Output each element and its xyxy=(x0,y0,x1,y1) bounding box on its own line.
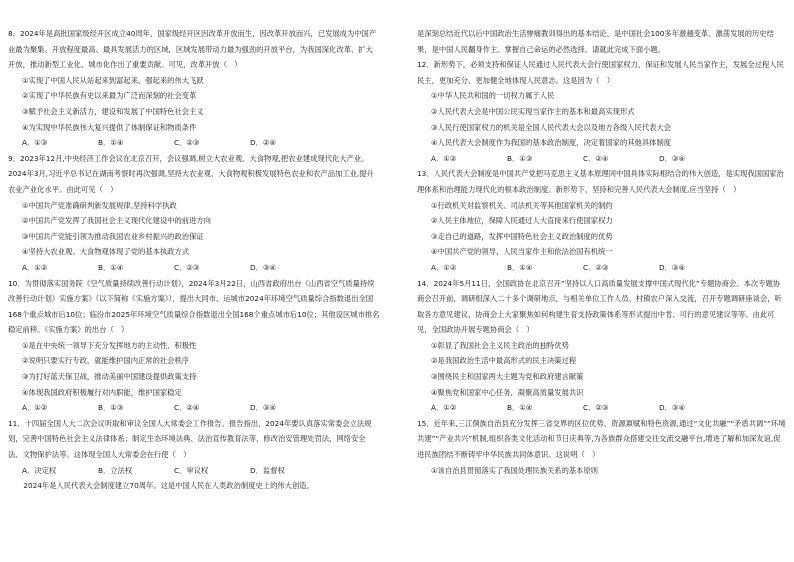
option-line: ③中国共产党能引领为推动我国农业乡村振兴的政治保证 xyxy=(22,231,204,241)
choice-b: B．①④ xyxy=(98,262,124,272)
choice-row xyxy=(8,463,380,479)
option-line: ④聚焦党和国家中心任务，凝聚高质量发展共识 xyxy=(431,387,584,397)
option-line: ②实现了中华民族有史以来最为广泛而深刻的社会变革 xyxy=(22,91,197,101)
choice-b: B．①④ xyxy=(98,138,124,148)
option-line: ④人民代表大会制度作为我国的基本政治制度，决定着国家的其他具体制度 xyxy=(431,138,672,148)
option-line: ①行政机关对监察机关、司法机关等其他国家机关的制约 xyxy=(431,200,613,210)
option-line: ②中国共产党发挥了我国社会主义现代化建设中的前进方向 xyxy=(22,216,211,226)
choice-b: B．①④ xyxy=(507,403,533,413)
choice-d: D．③④ xyxy=(659,403,685,413)
choice-row xyxy=(8,400,380,416)
choice-c: C．审议权 xyxy=(174,465,209,475)
choice-a: A．①② xyxy=(22,403,48,413)
option-line: ④体现我国政府积极履行对内职能，维护国家稳定 xyxy=(22,387,182,397)
question-stem: 8．2024年是高批国家级经开区成立40周年，国家级经开区因改革开放而生，因改革开放而兴，已发展成为中国产业最为聚集、开放程度最高、最具发展活力的区域，区域发展带动力最为强劲的开放平台，为我国深化改革、扩大开放，推动新型工业化、城市化作出了重要贡献。可见，改革开放（ ） xyxy=(8,29,377,70)
choice-a: A．①② xyxy=(431,153,457,163)
option-line: ②人民代表大会是中国公民实现当家作主的基本和最高实现形式 xyxy=(431,106,635,116)
right-column xyxy=(417,26,787,478)
choice-c: C．②③ xyxy=(583,262,609,272)
question-stem: 12．新形势下，必须支持和保证人民通过人民代表大会行使国家权力，保证和发展人民当家作主，发展全过程人民民主，更加充分、更加健全地体现人民意志。这是因为（ ） xyxy=(417,60,784,85)
choice-d: D．③④ xyxy=(659,262,685,272)
choice-row xyxy=(8,135,380,151)
option-line: ①中华人民共和国的一切权力属于人民 xyxy=(431,91,555,101)
question-stem: 11．十四届全国人大二次会议听取和审议全国人大常委会工作报告。报告指出，2024年要认真落实常委会立法规划，完善中国特色社会主义法律体系；制定生态环境法典、法治宣传教育法等，修改治安管理处罚法、网络安全法、文物保护法等。这体现全国人大常委会在行使（ ） xyxy=(8,418,372,460)
option-line: ③赋予社会主义新活力，建设和发展了中国特色社会主义 xyxy=(22,106,204,116)
choice-c: C．②③ xyxy=(583,403,609,413)
choice-b: B．①③ xyxy=(98,403,124,413)
question-stem: 13．人民代表大会制度是中国共产党把马克思主义基本原理同中国具体实际相结合的伟大创造，是实现我国国家治理体系和治理能力现代化的根本政治制度。新形势下，坚持和完善人民代表大会制度,应当坚持（ ） xyxy=(417,169,784,194)
question-14 xyxy=(417,276,787,416)
choice-a: A．①② xyxy=(22,262,48,272)
choice-d: D．③④ xyxy=(250,262,276,272)
choice-b: B．立法权 xyxy=(98,465,133,475)
choice-c: C．②③ xyxy=(174,262,200,272)
choice-b: B．①③ xyxy=(507,153,533,163)
option-line: ③围绕民主和国家两大主题为党和政府建言献策 xyxy=(431,372,584,382)
choice-a: A．决定权 xyxy=(22,465,57,475)
question-9 xyxy=(8,151,380,276)
option-line: ④中国共产党的领导、人民当家作主和依法治国有机统一 xyxy=(431,247,613,257)
question-8 xyxy=(8,26,380,151)
option-line: ③为打好蓝天保卫战，推动美丽中国建设提供政策支持 xyxy=(22,372,197,382)
choice-row xyxy=(8,260,380,276)
option-line: ③人民行使国家权力的机关是全国人民代表大会以及地方各级人民代表大会 xyxy=(431,122,672,132)
option-line: ④坚持大农业观、大食物观体现了党的基本执政方式 xyxy=(22,247,190,257)
question-stem: 9．2023年12月,中央经济工作会议在北京召开，会议强调,树立大农业观、大食物观,把农业建成现代化大产业。2024年3月,习近平总书记在湖南考察时再次强调,坚持大农业观、大食物观积极发展特色农业和农产品加工业,提升农业产业化水平。由此可见（ ） xyxy=(8,153,374,194)
choice-c: C．②④ xyxy=(174,403,200,413)
question-stem: 10．为贯彻落实国务院《空气质量持续改善行动计划》，2024年3月22日，山西省政府出台《山西省空气质量持续改善行动计划》实施方案》（以下简称《实施方案》），提出大同市、运城市2024年环境空气质量综合指数退出全国168个重点城市后10位；临汾市2025年环境空气质量综合指数退出全国168个重点城市后10位；其他设区城市排名稳定前移。《实施方案》的出台（ ） xyxy=(8,278,380,335)
option-line: ①实现了中国人民从站起来到富起来、强起来的伟大飞跃 xyxy=(22,75,204,85)
material-continuation: 是深刻总结近代以后中国政治生活惨痛教训得出的基本结论，是中国社会100多年激越变革、激荡发展的历史结果，是中国人民翻身作主、掌握自己命运的必然选择。请就此完成下面小题。 xyxy=(417,29,774,54)
option-line: ②人民主体地位，保障人民通过人大直接来行使国家权力 xyxy=(431,216,613,226)
choice-d: D．监督权 xyxy=(250,465,285,475)
choice-c: C．②③ xyxy=(174,138,200,148)
option-line: ④为实现中华民族伟大复兴提供了体制保证和物质条件 xyxy=(22,122,197,132)
choice-row xyxy=(417,400,787,416)
question-10 xyxy=(8,276,380,416)
option-line: ①彰显了我国社会主义民主政治的独特优势 xyxy=(431,340,569,350)
question-13 xyxy=(417,166,787,275)
question-11 xyxy=(8,416,380,478)
option-line: ①该自治县贯彻落实了我国处理民族关系的基本原则 xyxy=(431,465,599,475)
choice-a: A．①③ xyxy=(22,138,48,148)
question-stem: 14．2024年5月11日，全国政协在北京召开“坚持以人口高质量发展支撑中国式现代化”专题协商会。本次专题协商会召开前，调研组深入二十多个调研地点，与相关单位工作人员、村镇农户深入交流，召开专题调研座谈会，听取各方意见建议，协商会上大家聚焦如何构建生育支持政策体系等形式提出中肯、可行的意见建议等等。由此可见，全国政协开展专题协商会（ ） xyxy=(417,278,782,335)
option-line: ②说明只要实行专政，就能维护国内正常的社会秩序 xyxy=(22,356,190,366)
choice-b: B．①④ xyxy=(507,262,533,272)
option-line: ③走自己的道路，发挥中国特色社会主义政治制度的优势 xyxy=(431,231,613,241)
choice-a: A．①② xyxy=(431,403,457,413)
question-15 xyxy=(417,416,787,478)
choice-row xyxy=(417,151,787,167)
question-12 xyxy=(417,57,787,166)
choice-d: D．②④ xyxy=(250,138,276,148)
choice-row xyxy=(417,260,787,276)
left-column xyxy=(8,26,380,494)
choice-d: D．③④ xyxy=(659,153,685,163)
option-line: ①是在中央统一领导下充分发挥地方的主动性、积极性 xyxy=(22,340,197,350)
option-line: ②是我国政治生活中最高形式的民主决策过程 xyxy=(431,356,577,366)
material-intro: 2024年是人民代表大会制度建立70周年。这是中国人民在人类政治制度史上的伟大创造， xyxy=(23,481,314,491)
choice-a: A．①② xyxy=(431,262,457,272)
option-line: ①中国共产党准确研判新发展规律,坚持科学执政 xyxy=(22,200,177,210)
choice-c: C．②④ xyxy=(583,153,609,163)
question-stem: 15．近年来,三江侗族自治县充分发挥三省交界的区位优势、资源禀赋和特色资源,通过“文化共融”“矛盾共调”“环境共建”“产业共兴”机制,组织各类文化活动和节日庆典等,为各族群众搭建交往交流交融平台,增进了解和加深友谊,促进民族团结不断铸牢中华民族共同体意识。这说明（ ） xyxy=(417,418,786,460)
choice-d: D．③④ xyxy=(250,403,276,413)
